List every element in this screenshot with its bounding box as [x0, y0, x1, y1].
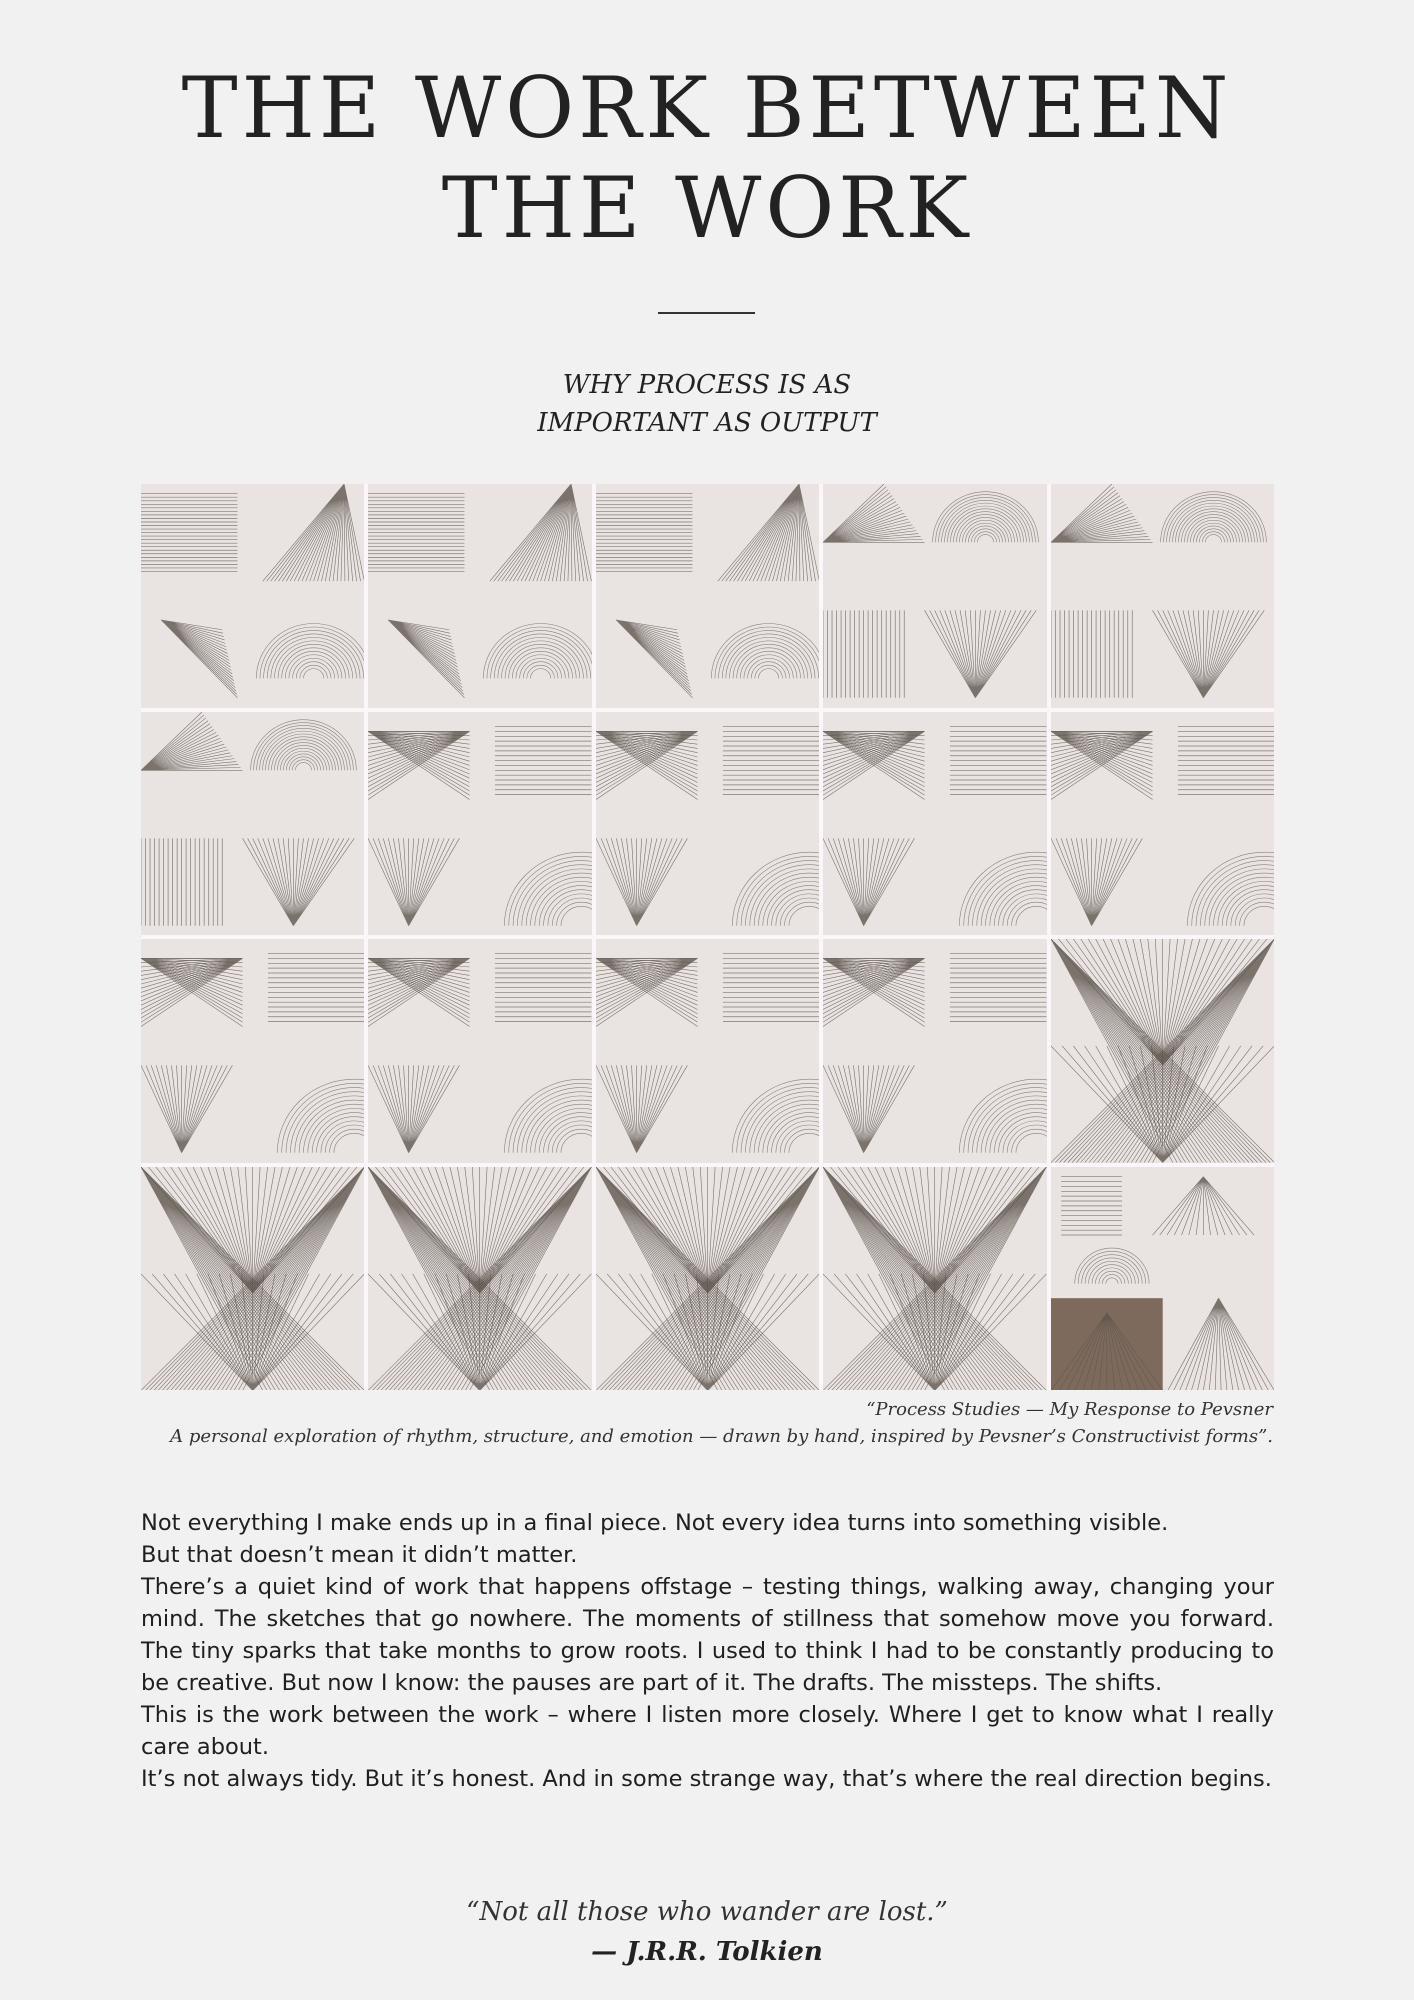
string-art-drawing	[1051, 1167, 1274, 1391]
string-art-drawing	[1051, 712, 1274, 936]
process-study-tile	[141, 484, 364, 708]
process-study-tile	[368, 712, 591, 936]
string-art-drawing	[823, 712, 1046, 936]
essay-paragraph: Not everything I make ends up in a final piece. Not every idea turns into something visible.	[141, 1510, 1169, 1536]
process-study-tile	[596, 484, 819, 708]
process-study-tile	[1051, 1167, 1274, 1391]
essay-paragraph: But that doesn’t mean it didn’t matter.	[141, 1542, 578, 1568]
page-title	[0, 58, 1414, 258]
caption-line-1: “Process Studies — My Response to Pevsner	[866, 1399, 1273, 1420]
essay-paragraph: There’s a quiet kind of work that happens offstage – testing things, walking away, changing your mind. The sketches that go nowhere. The moments of stillness that somehow move you forward. The tiny sparks that take months to grow roots. I used to think I had to be constantly producing to be creative. But now I know: the pauses are part of it. The drafts. The missteps. The shifts.	[141, 1574, 1274, 1696]
process-study-tile	[141, 712, 364, 936]
string-art-drawing	[596, 712, 819, 936]
subtitle-line-1: WHY PROCESS IS AS	[562, 370, 852, 400]
process-study-tile	[596, 939, 819, 1163]
process-study-tile	[1051, 939, 1274, 1163]
title-line-2: THE WORK	[441, 159, 973, 257]
string-art-drawing	[823, 939, 1046, 1163]
string-art-drawing	[596, 939, 819, 1163]
process-study-tile	[1051, 712, 1274, 936]
essay-body	[141, 1507, 1274, 1795]
process-study-tile	[368, 484, 591, 708]
process-study-tile	[368, 939, 591, 1163]
quote-author: — J.R.R. Tolkien	[591, 1937, 823, 1967]
string-art-drawing	[141, 712, 364, 936]
string-art-drawing	[368, 1167, 591, 1391]
subtitle	[0, 366, 1414, 442]
string-art-drawing	[1051, 939, 1274, 1163]
process-study-tile	[141, 1167, 364, 1391]
string-art-drawing	[368, 484, 591, 708]
essay-paragraph: It’s not always tidy. But it’s honest. And in some strange way, that’s where the real direction begins.	[141, 1766, 1272, 1792]
string-art-drawing	[823, 484, 1046, 708]
closing-quote	[0, 1892, 1414, 1972]
caption-line-2: A personal exploration of rhythm, structure, and emotion — drawn by hand, inspired by Pevsner’s Constructivist forms”.	[170, 1426, 1273, 1447]
title-divider	[658, 312, 755, 314]
process-study-tile	[368, 1167, 591, 1391]
string-art-drawing	[141, 484, 364, 708]
process-study-tile	[141, 939, 364, 1163]
string-art-drawing	[823, 1167, 1046, 1391]
string-art-drawing	[1051, 484, 1274, 708]
string-art-drawing	[368, 712, 591, 936]
title-line-1: THE WORK BETWEEN	[181, 59, 1233, 157]
process-study-tile	[823, 484, 1046, 708]
gallery-caption	[170, 1396, 1273, 1450]
essay-paragraph: This is the work between the work – where I listen more closely. Where I get to know what I really care about.	[141, 1702, 1274, 1760]
process-study-tile	[823, 1167, 1046, 1391]
process-study-tile	[596, 1167, 819, 1391]
string-art-drawing	[596, 1167, 819, 1391]
process-study-tile	[823, 712, 1046, 936]
string-art-drawing	[368, 939, 591, 1163]
process-study-tile	[1051, 484, 1274, 708]
subtitle-line-2: IMPORTANT AS OUTPUT	[537, 408, 877, 438]
process-study-tile	[823, 939, 1046, 1163]
quote-text: “Not all those who wander are lost.”	[466, 1897, 948, 1927]
process-studies-gallery	[141, 484, 1274, 1390]
string-art-drawing	[141, 1167, 364, 1391]
string-art-drawing	[141, 939, 364, 1163]
string-art-drawing	[596, 484, 819, 708]
process-study-tile	[596, 712, 819, 936]
